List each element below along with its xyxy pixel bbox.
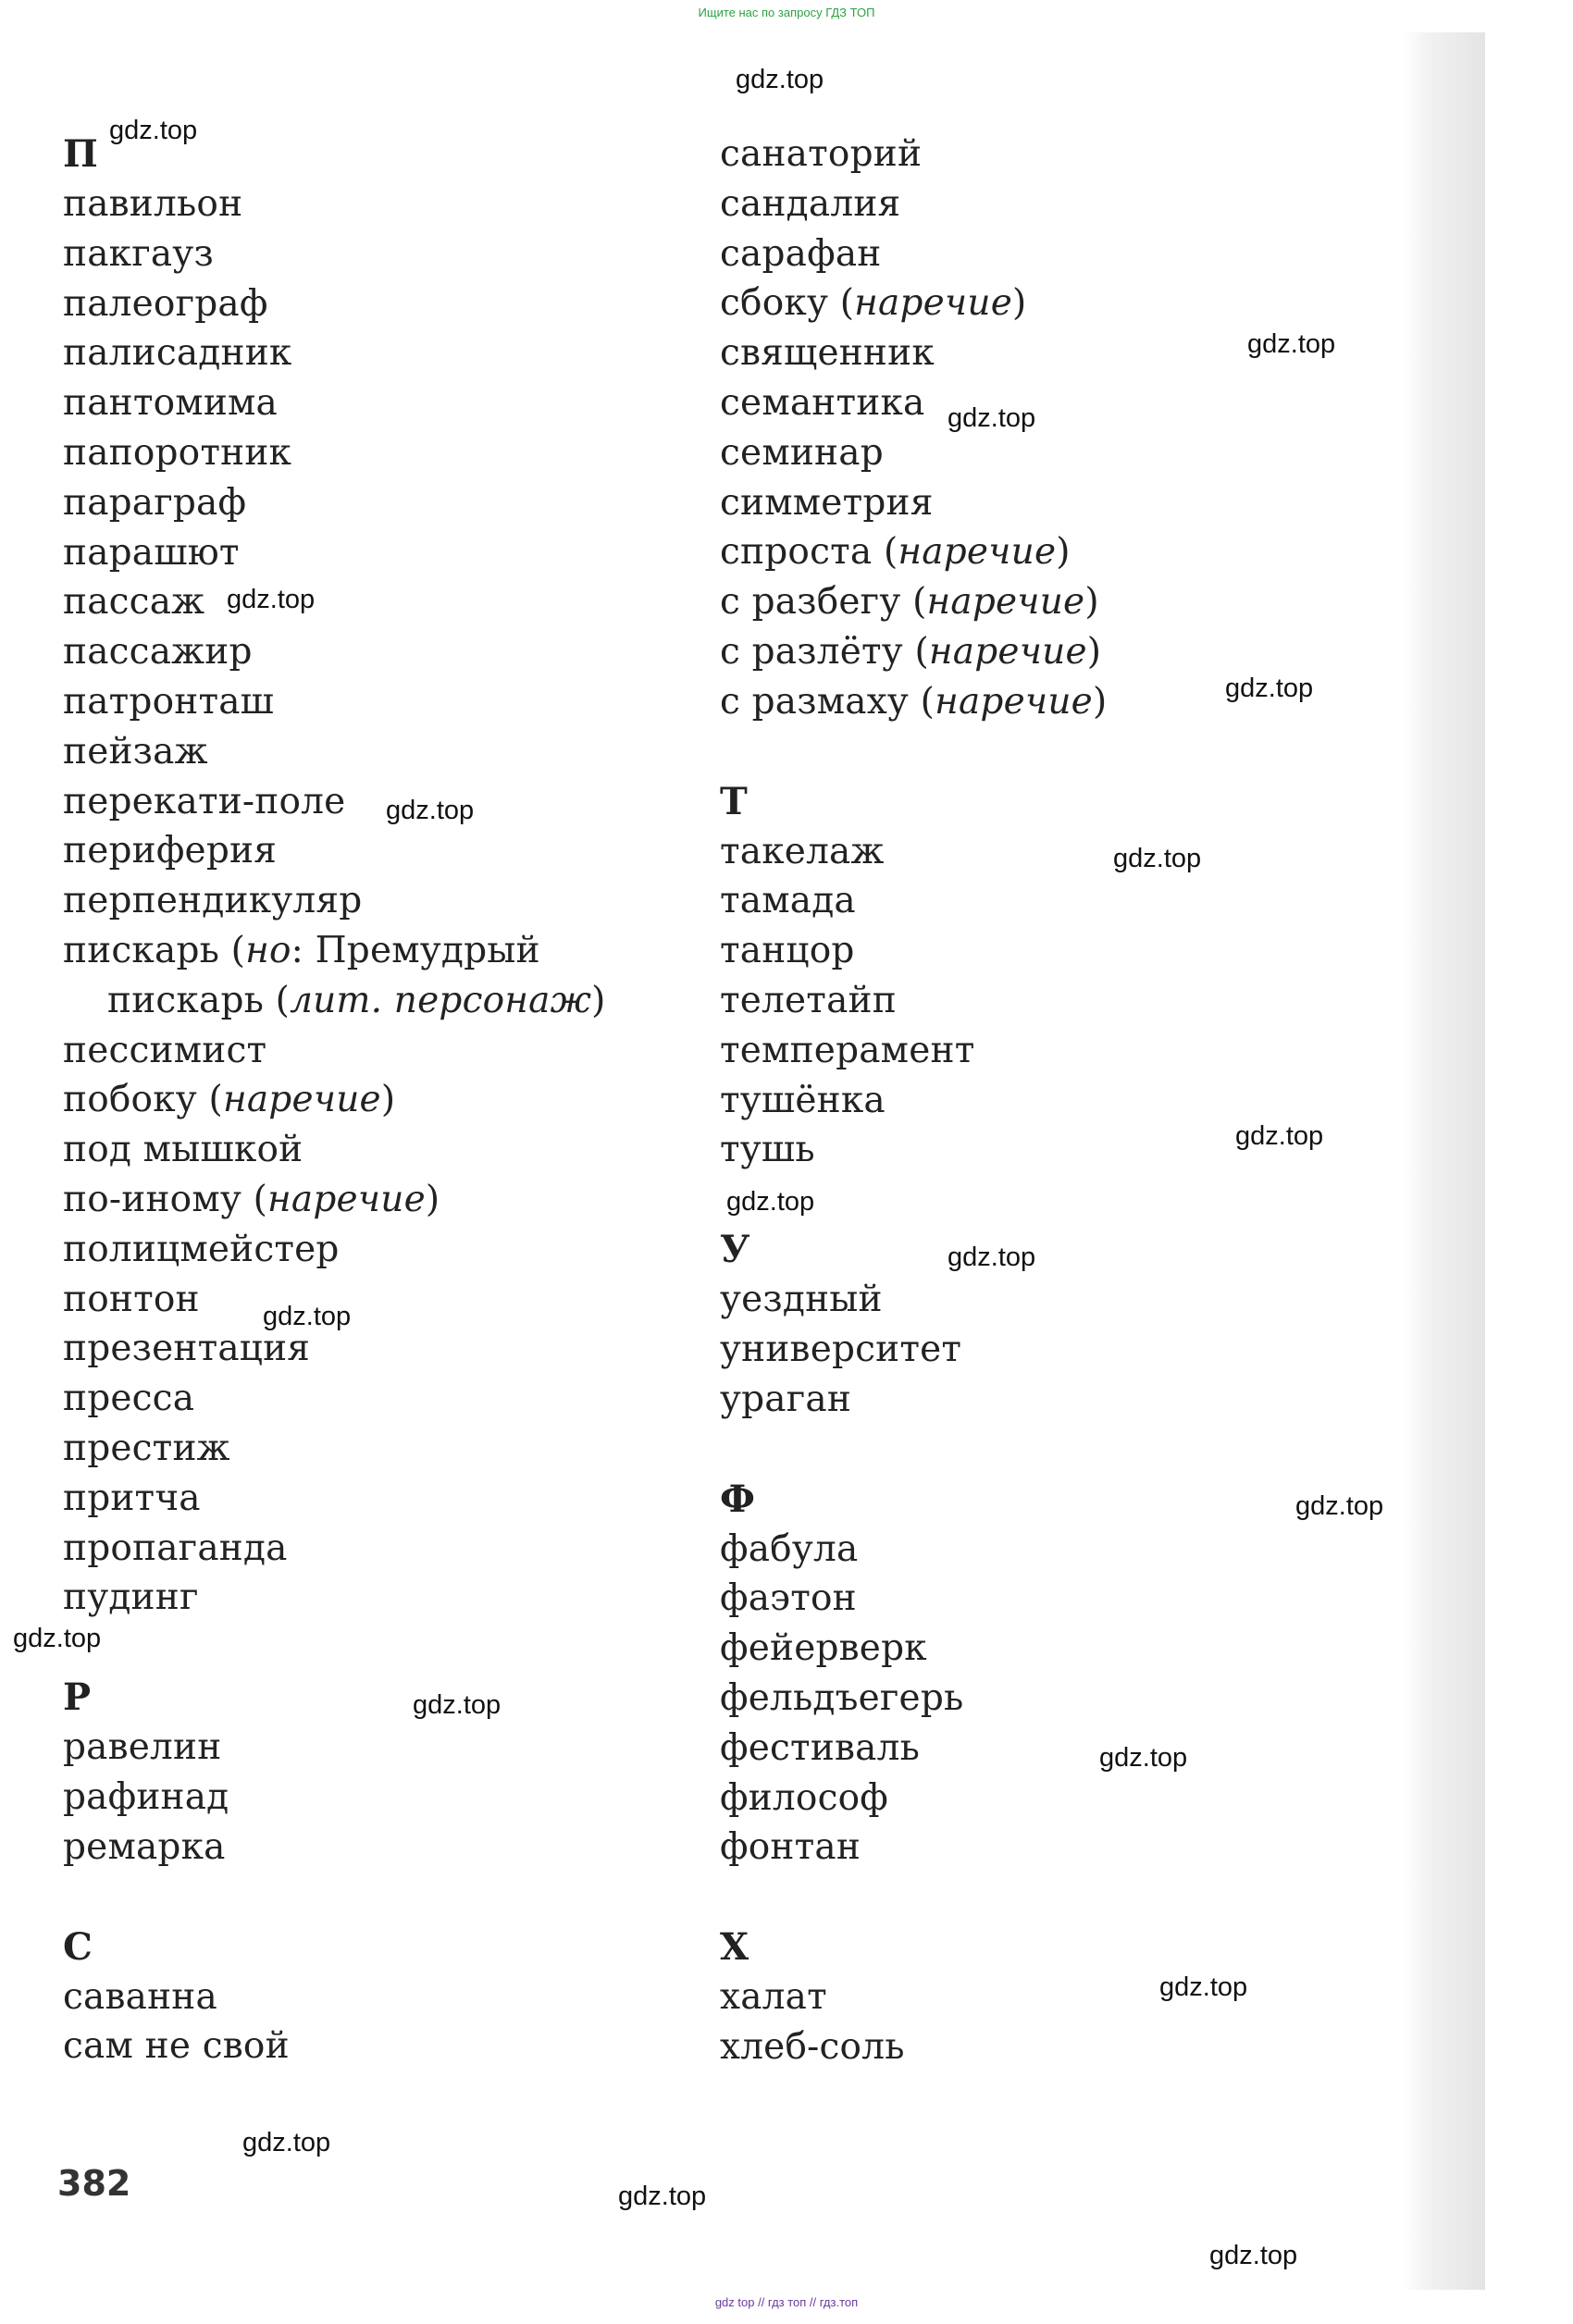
word-entry: ураган [720,1378,852,1420]
word-entry: фейерверк [720,1627,927,1670]
word-entry: пудинг [63,1576,199,1619]
watermark: gdz.top [13,1624,102,1653]
watermark: gdz.top [1247,329,1336,359]
word-entry-poboku: побоку (наречие) [63,1079,396,1121]
word-entry: халат [720,1976,827,2019]
page-number: 382 [57,2163,131,2204]
section-letter-r: Р [63,1675,92,1720]
word-entry: сарафан [720,232,882,275]
word-entry-sprosta: спроста (наречие) [720,531,1071,574]
section-gap [720,1175,1368,1225]
word-entry: полицмейстер [63,1228,340,1270]
word-entry: санаторий [720,133,923,175]
section-letter-h: Х [720,1925,749,1970]
word-entry: папоротник [63,431,292,474]
word-entry-sboku: сбоку (наречие) [720,282,1027,325]
word-entry-piskar-continued: пискарь (лит. персонаж) [107,979,606,1021]
word-entry: фаэтон [720,1577,857,1620]
word-entry: саванна [63,1975,217,2018]
word-entry-piskar: пискарь (но: Премудрый [63,929,540,971]
watermark: gdz.top [948,1242,1036,1272]
section-letter-p: П [63,132,98,176]
section-gap [720,1425,1368,1475]
word-entry: ремарка [63,1825,226,1868]
word-entry: священник [720,332,935,375]
word-entry: семинар [720,431,884,474]
watermark: gdz.top [1113,844,1202,873]
word-entry: пассаж [63,581,205,624]
word-entry: параграф [63,481,247,524]
word-entry: пассажир [63,631,253,674]
word-entry: университет [720,1328,962,1370]
word-entry: танцор [720,930,855,972]
word-entry: пессимист [63,1029,267,1071]
word-entry: патронташ [63,680,275,723]
word-entry: пейзаж [63,730,208,773]
word-entry: пропаганда [63,1527,288,1569]
word-entry: уездный [720,1279,883,1321]
word-entry-poinomu: по-иному (наречие) [63,1178,440,1220]
section-gap [63,1623,711,1673]
word-entry: хлеб-соль [720,2025,905,2068]
word-entry: тушь [720,1129,815,1171]
top-banner[interactable]: Ищите нас по запросу ГДЗ ТОП [698,6,875,19]
word-entry: палисадник [63,332,292,375]
section-gap [720,1873,1368,1922]
watermark: gdz.top [1235,1121,1324,1151]
section-letter-f: Ф [720,1477,755,1521]
word-entry: сам не свой [63,2025,290,2068]
watermark: gdz.top [736,65,824,94]
word-entry: парашют [63,531,240,574]
watermark: gdz.top [1209,2241,1298,2270]
word-entry: семантика [720,381,925,424]
word-entry: тамада [720,880,856,922]
word-entry: рафинад [63,1775,229,1818]
watermark: gdz.top [618,2182,707,2211]
word-entry: перпендикуляр [63,880,363,922]
word-entry: такелаж [720,830,885,872]
watermark: gdz.top [263,1302,352,1331]
word-entry: притча [63,1477,201,1519]
word-entry: периферия [63,830,278,872]
word-entry-srazbegu: с разбегу (наречие) [720,581,1099,624]
word-entry: понтон [63,1278,200,1320]
word-entry: под мышкой [63,1129,303,1171]
word-entry: пантомима [63,382,279,425]
right-column [720,130,1368,2072]
word-entry: фонтан [720,1826,861,1869]
word-entry: пресса [63,1378,195,1420]
word-entry: тушёнка [720,1079,886,1121]
word-entry: престиж [63,1427,230,1469]
word-entry-srazmahu: с размаху (наречие) [720,680,1108,723]
watermark: gdz.top [109,116,198,145]
word-entry: палеограф [63,282,268,325]
watermark: gdz.top [726,1187,815,1217]
word-entry: презентация [63,1328,311,1370]
word-entry: темперамент [720,1029,975,1071]
word-entry: фабула [720,1527,859,1570]
watermark: gdz.top [1159,1972,1248,2002]
watermark: gdz.top [1099,1743,1188,1773]
word-entry-srazlyotu: с разлёту (наречие) [720,630,1102,673]
left-column [63,130,711,2071]
watermark: gdz.top [386,796,475,825]
section-gap [720,727,1368,777]
section-letter-u: У [720,1228,750,1272]
watermark: gdz.top [1295,1491,1384,1521]
watermark: gdz.top [242,2128,331,2157]
word-entry: перекати-поле [63,780,346,822]
bottom-banner[interactable]: gdz top // гдз топ // гдз.топ [714,2295,859,2309]
word-entry: телетайп [720,979,897,1021]
section-gap [63,1873,711,1922]
watermark: gdz.top [948,403,1036,433]
word-entry: симметрия [720,481,934,524]
word-entry: фельдъегерь [720,1676,964,1719]
word-entry: павильон [63,183,243,225]
section-letter-t: Т [720,779,748,823]
word-entry: пакгауз [63,232,214,275]
section-letter-s: С [63,1924,93,1969]
watermark: gdz.top [227,585,316,614]
page-edge-shadow [1402,32,1485,2290]
word-entry: сандалия [720,182,901,225]
word-entry: равелин [63,1726,222,1769]
watermark: gdz.top [413,1690,502,1720]
word-entry: философ [720,1776,889,1819]
word-entry: фестиваль [720,1726,921,1769]
watermark: gdz.top [1225,674,1314,703]
